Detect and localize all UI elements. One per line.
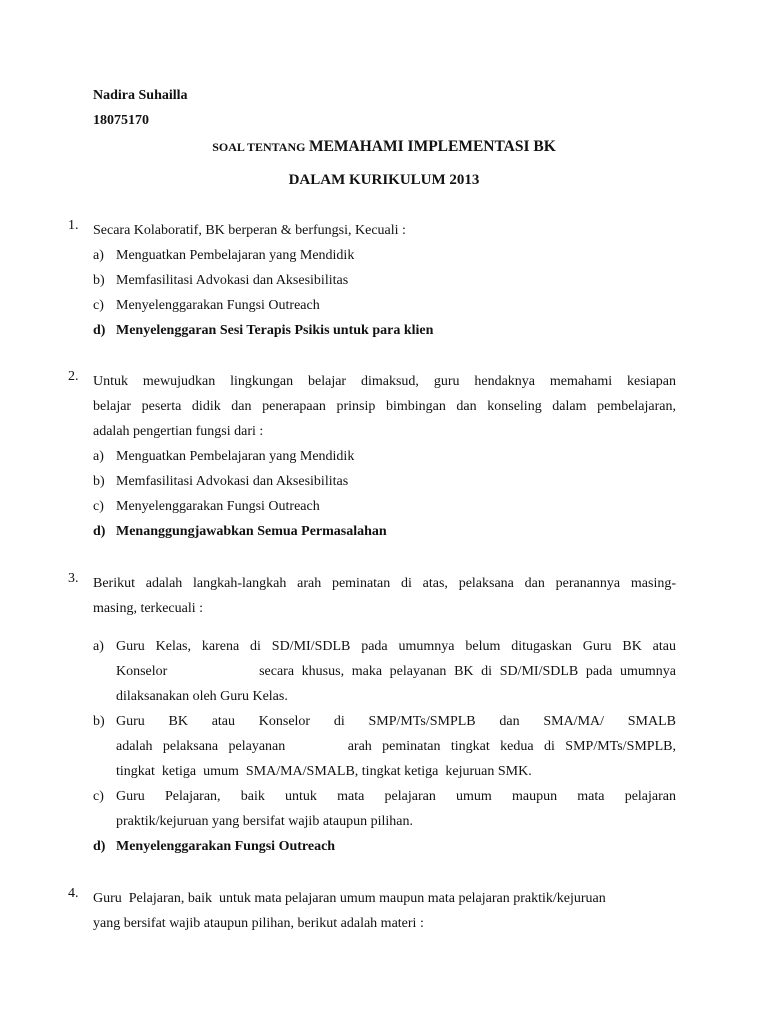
option-text: Memfasilitasi Advokasi dan Aksesibilitas xyxy=(116,474,349,489)
text-line: Guru Pelajaran, baik untuk mata pelajaran umum maupun mata pelajaran praktik/kejuruan xyxy=(93,891,606,906)
question-number: 4. xyxy=(68,886,79,901)
question-4 xyxy=(68,886,676,936)
author-name: Nadira Suhailla xyxy=(93,88,188,103)
q3-option-b xyxy=(93,709,676,784)
option-label: b) xyxy=(93,474,105,489)
text-line: yang bersifat wajib ataupun pilihan, berikut adalah materi : xyxy=(93,916,424,931)
q1-option-b xyxy=(93,268,676,293)
question-text xyxy=(93,369,676,444)
question-number: 3. xyxy=(68,571,79,586)
text-line: praktik/kejuruan yang bersifat wajib ataupun pilihan. xyxy=(116,814,414,829)
option-text xyxy=(116,784,676,834)
text-line: Guru BK atau Konselor di SMP/MTs/SMPLB dan SMA/MA/ SMALB xyxy=(116,714,676,729)
option-label: c) xyxy=(93,298,104,313)
text-line: Konselor secara khusus, maka pelayanan BK di SD/MI/SDLB pada umumnya xyxy=(116,664,676,679)
option-label: c) xyxy=(93,789,104,804)
q2-option-a xyxy=(93,444,676,469)
question-number: 2. xyxy=(68,369,79,384)
q2-option-b xyxy=(93,469,676,494)
q2-option-c xyxy=(93,494,676,519)
text-line: Untuk mewujudkan lingkungan belajar dimaksud, guru hendaknya memahami kesiapan xyxy=(93,374,676,389)
title-prefix: SOAL TENTANG xyxy=(212,140,306,154)
option-label: c) xyxy=(93,499,104,514)
question-2 xyxy=(68,369,676,444)
option-label: b) xyxy=(93,273,105,288)
text-line: adalah pelaksana pelayanan arah peminatan tingkat kedua di SMP/MTs/SMPLB, xyxy=(116,739,676,754)
option-label: d) xyxy=(93,839,106,854)
text-line: Berikut adalah langkah-langkah arah peminatan di atas, pelaksana dan peranannya masing- xyxy=(93,576,676,591)
text-line: masing, terkecuali : xyxy=(93,601,204,616)
q3-option-c xyxy=(93,784,676,834)
option-label: a) xyxy=(93,639,104,654)
question-number: 1. xyxy=(68,218,79,233)
option-text: Menyelenggarakan Fungsi Outreach xyxy=(116,298,320,313)
option-text: Menyelenggaran Sesi Terapis Psikis untuk para klien xyxy=(116,323,434,338)
q3-option-a xyxy=(93,634,676,709)
question-text xyxy=(93,571,676,621)
question-3 xyxy=(68,571,676,621)
option-label: a) xyxy=(93,449,104,464)
text-line: Guru Kelas, karena di SD/MI/SDLB pada umumnya belum ditugaskan Guru BK atau xyxy=(116,639,676,654)
q1-option-d-answer xyxy=(93,318,676,343)
text-line: tingkat ketiga umum SMA/MA/SMALB, tingkat ketiga kejuruan SMK. xyxy=(116,764,532,779)
option-text xyxy=(116,709,676,784)
option-label: a) xyxy=(93,248,104,263)
question-text: Secara Kolaboratif, BK berperan & berfungsi, Kecuali : xyxy=(93,223,406,238)
q2-option-d-answer xyxy=(93,519,676,544)
text-line: dilaksanakan oleh Guru Kelas. xyxy=(116,689,288,704)
q3-option-d-answer xyxy=(93,834,676,859)
option-label: b) xyxy=(93,714,105,729)
option-text: Menguatkan Pembelajaran yang Mendidik xyxy=(116,248,355,263)
document-title xyxy=(0,138,768,156)
option-text xyxy=(116,634,676,709)
text-line: Guru Pelajaran, baik untuk mata pelajaran umum maupun mata pelajaran xyxy=(116,789,676,804)
option-text: Menyelenggarakan Fungsi Outreach xyxy=(116,499,320,514)
text-line: adalah pengertian fungsi dari : xyxy=(93,424,264,439)
option-text: Menguatkan Pembelajaran yang Mendidik xyxy=(116,449,355,464)
student-id: 18075170 xyxy=(93,113,149,128)
option-label: d) xyxy=(93,323,106,338)
question-text xyxy=(93,886,676,936)
option-label: d) xyxy=(93,524,106,539)
text-line: belajar peserta didik dan penerapaan prinsip bimbingan dan konseling dalam pembelajaran, xyxy=(93,399,676,414)
question-1 xyxy=(68,218,676,243)
document-subtitle: DALAM KURIKULUM 2013 xyxy=(288,172,480,188)
option-text: Memfasilitasi Advokasi dan Aksesibilitas xyxy=(116,273,349,288)
q1-option-c xyxy=(93,293,676,318)
title-main: MEMAHAMI IMPLEMENTASI BK xyxy=(308,138,556,155)
q1-option-a xyxy=(93,243,676,268)
option-text: Menanggungjawabkan Semua Permasalahan xyxy=(116,524,387,539)
option-text: Menyelenggarakan Fungsi Outreach xyxy=(116,839,336,854)
